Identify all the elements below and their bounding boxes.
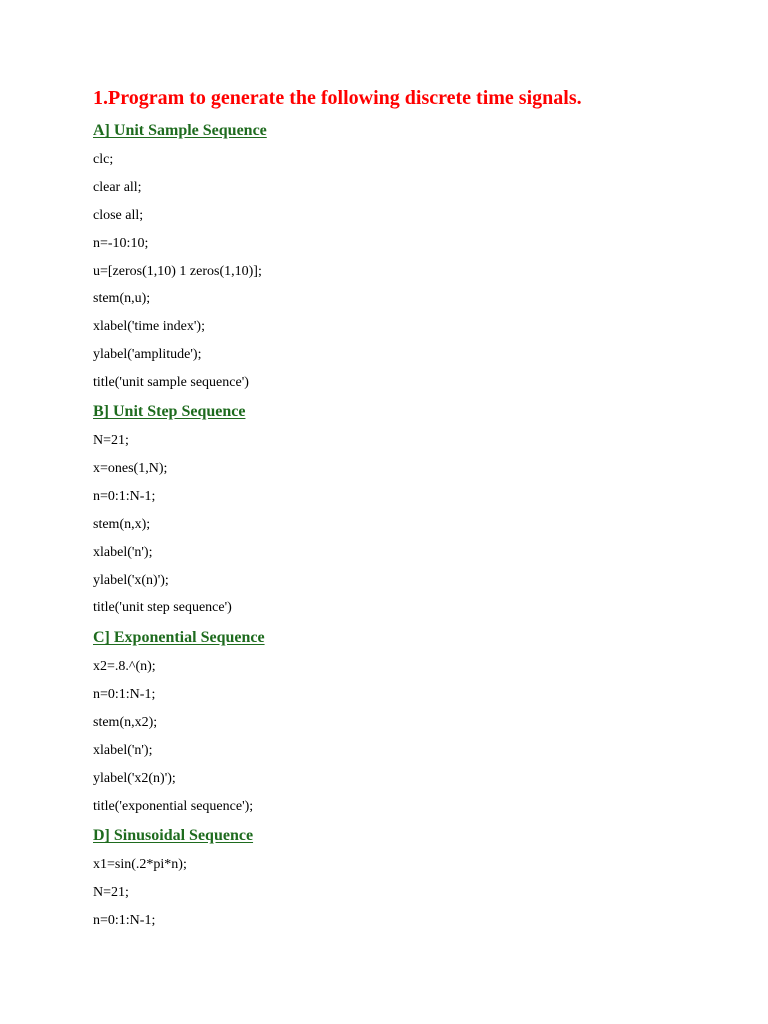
- code-line: title('exponential sequence');: [93, 799, 254, 814]
- section-heading-unit-step: B] Unit Step Sequence: [93, 403, 246, 420]
- code-line: ylabel('amplitude');: [93, 347, 202, 362]
- code-line: clear all;: [93, 180, 142, 195]
- code-line: x2=.8.^(n);: [93, 659, 156, 674]
- code-line: n=-10:10;: [93, 236, 149, 251]
- section-heading-sinusoidal: D] Sinusoidal Sequence: [93, 827, 254, 844]
- code-line: n=0:1:N-1;: [93, 913, 156, 928]
- document-title: 1.Program to generate the following discrete time signals.: [93, 87, 582, 109]
- code-line: u=[zeros(1,10) 1 zeros(1,10)];: [93, 264, 262, 279]
- code-line: title('unit step sequence'): [93, 600, 232, 615]
- code-line: xlabel('n');: [93, 545, 153, 560]
- code-line: stem(n,x2);: [93, 715, 158, 730]
- code-line: ylabel('x2(n)');: [93, 771, 176, 786]
- code-line: n=0:1:N-1;: [93, 489, 156, 504]
- code-line: x1=sin(.2*pi*n);: [93, 857, 187, 872]
- code-line: stem(n,x);: [93, 517, 151, 532]
- code-line: xlabel('time index');: [93, 319, 205, 334]
- code-line: close all;: [93, 208, 144, 223]
- code-line: N=21;: [93, 885, 129, 900]
- section-heading-unit-sample: A] Unit Sample Sequence: [93, 122, 267, 139]
- code-line: xlabel('n');: [93, 743, 153, 758]
- code-line: title('unit sample sequence'): [93, 375, 249, 390]
- code-line: x=ones(1,N);: [93, 461, 168, 476]
- section-heading-exponential: C] Exponential Sequence: [93, 629, 265, 646]
- code-line: n=0:1:N-1;: [93, 687, 156, 702]
- code-line: N=21;: [93, 433, 129, 448]
- code-line: ylabel('x(n)');: [93, 573, 169, 588]
- code-line: stem(n,u);: [93, 291, 151, 306]
- code-line: clc;: [93, 152, 114, 167]
